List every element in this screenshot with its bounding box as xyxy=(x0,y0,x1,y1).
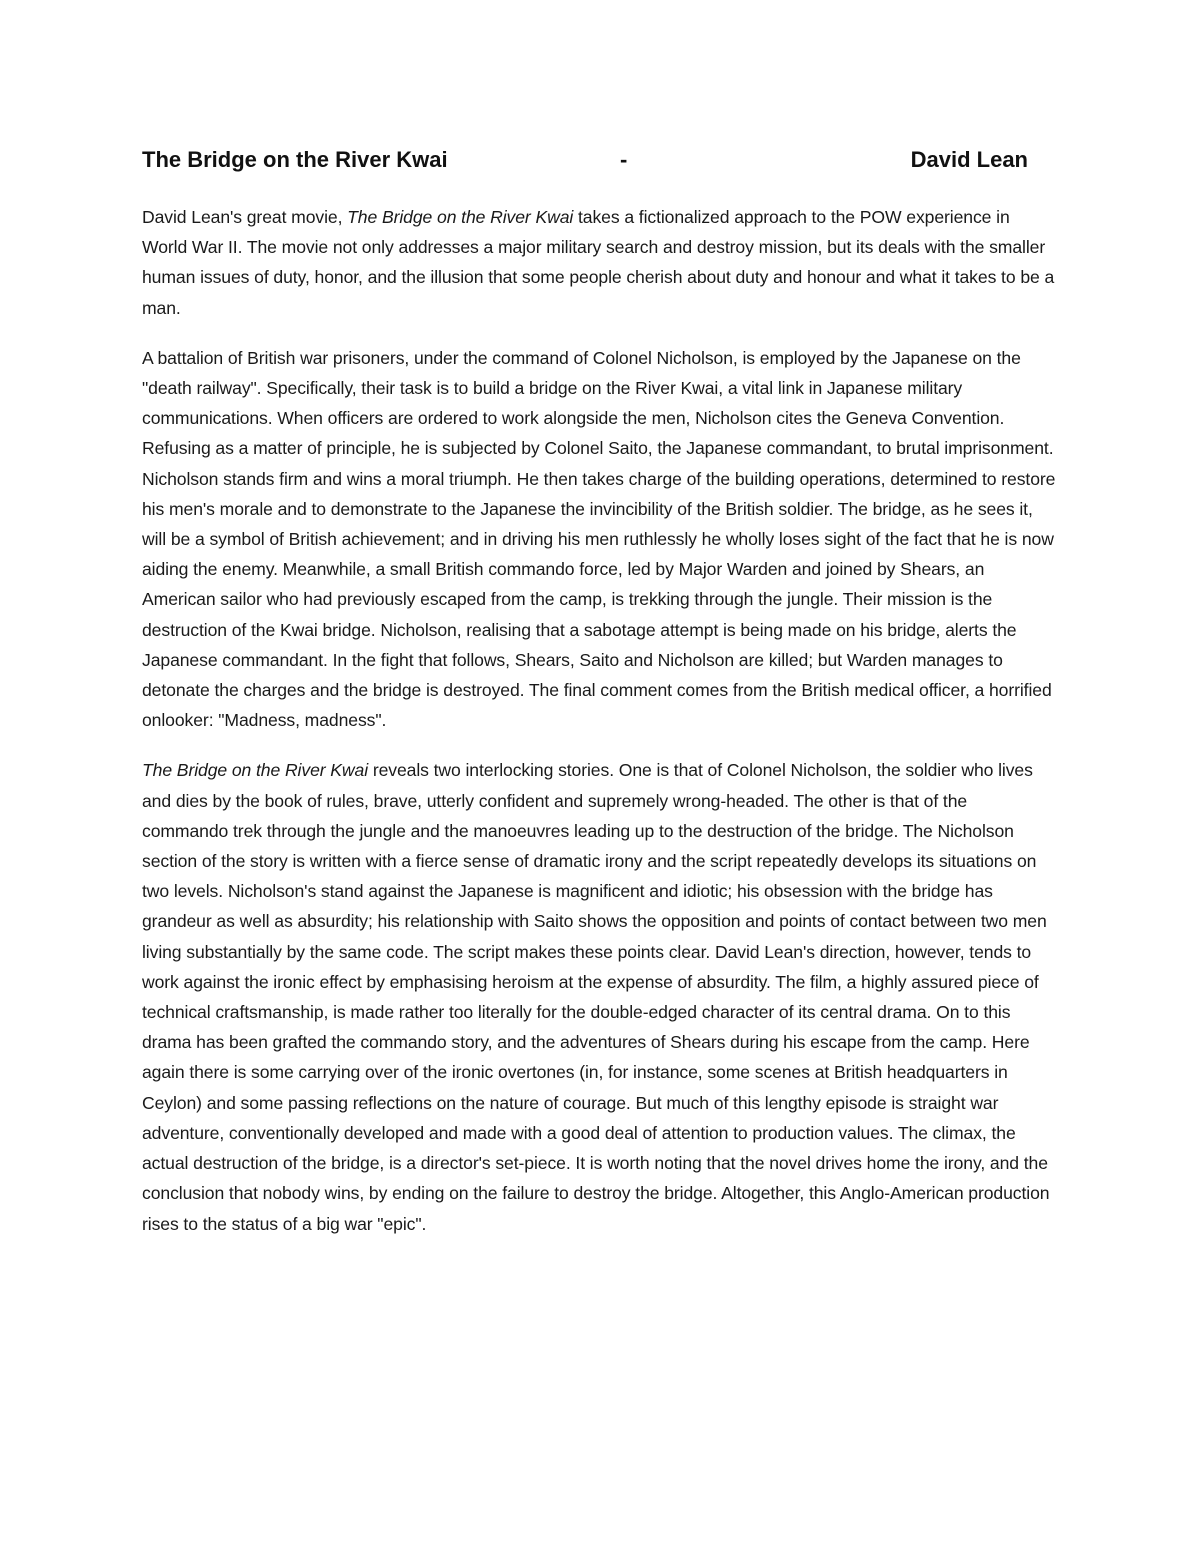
paragraph-analysis-body: reveals two interlocking stories. One is that of Colonel Nicholson, the soldier who lives and dies by the book of rules, brave, utterly confident and supremely wrong-headed. The other is that of the commando trek through the jungle and the manoeuvres leading up to the destruction of the bridge. The Nicholson section of the story is written with a fierce sense of dramatic irony and the script repeatedly develops its situations on two levels. Nicholson's stand against the Japanese is magnificent and idiotic; his obsession with the bridge has grandeur as well as absurdity; his relationship with Saito shows the opposition and points of contact between two men living substantially by the same code. The script makes these points clear. David Lean's direction, however, tends to work against the ironic effect by emphasising heroism at the expense of absurdity. The film, a highly assured piece of technical craftsmanship, is made rather too literally for the double-edged character of its central drama. On to this drama has been grafted the commando story, and the adventures of Shears during his escape from the camp. Here again there is some carrying over of the ironic overtones (in, for instance, some scenes at British headquarters in Ceylon) and some passing reflections on the nature of courage. But much of this lengthy episode is straight war adventure, conventionally developed and made with a good deal of attention to production values. The climax, the actual destruction of the bridge, is a director's set-piece. It is worth noting that the novel drives home the irony, and the conclusion that nobody wins, by ending on the failure to destroy the bridge. Altogether, this Anglo-American production rises to the status of a big war "epic". xyxy=(142,760,1050,1234)
director-name: David Lean xyxy=(910,147,1028,172)
title-separator: - xyxy=(620,147,628,172)
paragraph-intro-lead: David Lean's great movie, xyxy=(142,207,348,227)
paragraph-intro-body: takes a fictionalized approach to the POW experience in World War II. The movie not only addresses a major military search and destroy mission, but its deals with the smaller human issues of duty, honor, and the illusion that some people cherish about duty and honour and what it takes to be a man. xyxy=(142,207,1055,318)
document-page xyxy=(142,140,1058,1239)
paragraph-plot: A battalion of British war prisoners, under the command of Colonel Nicholson, is employed by the Japanese on the "death railway". Specifically, their task is to build a bridge on the River Kwai, a vital link in Japanese military communications. When officers are ordered to work alongside the men, Nicholson cites the Geneva Convention. Refusing as a matter of principle, he is subjected by Colonel Saito, the Japanese commandant, to brutal imprisonment. Nicholson stands firm and wins a moral triumph. He then takes charge of the building operations, determined to restore his men's morale and to demonstrate to the Japanese the invincibility of the British soldier. The bridge, as he sees it, will be a symbol of British achievement; and in driving his men ruthlessly he wholly loses sight of the fact that he is now aiding the enemy. Meanwhile, a small British commando force, led by Major Warden and joined by Shears, an American sailor who had previously escaped from the camp, is trekking through the jungle. Their mission is the destruction of the Kwai bridge. Nicholson, realising that a sabotage attempt is being made on his bridge, alerts the Japanese commandant. In the fight that follows, Shears, Saito and Nicholson are killed; but Warden manages to detonate the charges and the bridge is destroyed. The final comment comes from the British medical officer, a horrified onlooker: "Madness, madness". xyxy=(142,347,1056,731)
film-title-italic: The Bridge on the River Kwai xyxy=(142,760,369,781)
film-title-italic: The Bridge on the River Kwai xyxy=(347,207,574,227)
paragraph-analysis xyxy=(142,755,1058,1238)
document-heading xyxy=(142,140,1058,180)
paragraph-intro xyxy=(142,202,1058,323)
film-title: The Bridge on the River Kwai xyxy=(142,147,448,172)
